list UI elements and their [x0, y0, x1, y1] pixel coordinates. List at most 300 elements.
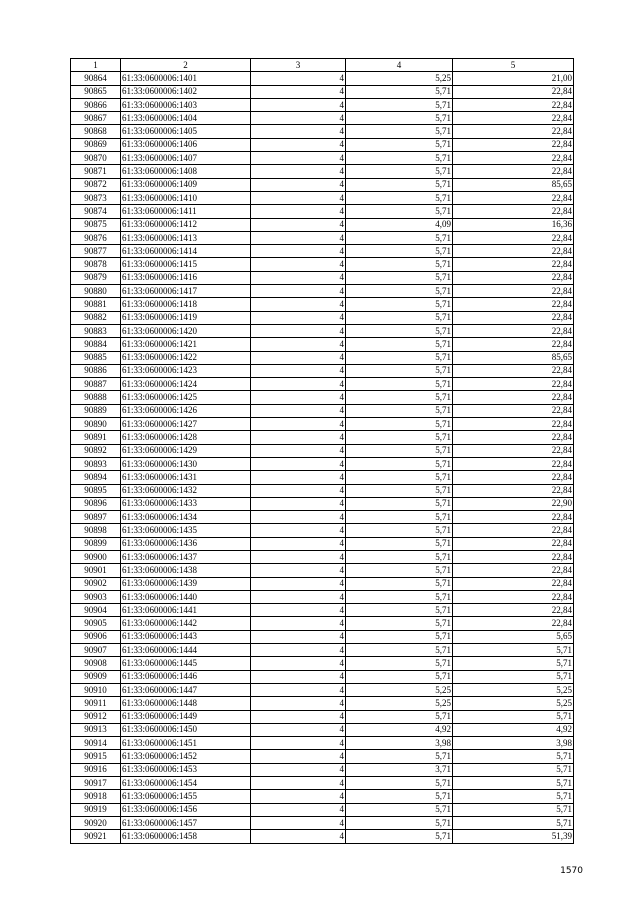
column-5-cell: 22,84: [453, 258, 574, 271]
row-number-cell: 90915: [71, 750, 121, 763]
table-row: [71, 830, 574, 843]
column-4-cell: 5,71: [346, 644, 453, 657]
table-row: [71, 537, 574, 550]
column-3-cell: 4: [251, 511, 346, 524]
row-number-cell: 90899: [71, 537, 121, 550]
table-row: [71, 98, 574, 111]
cadastral-number-cell: 61:33:0600006:1451: [121, 737, 251, 750]
column-4-cell: 5,71: [346, 391, 453, 404]
column-5-cell: 22,84: [453, 524, 574, 537]
column-4-cell: 5,71: [346, 604, 453, 617]
table-row: [71, 763, 574, 776]
column-3-cell: 4: [251, 178, 346, 191]
table-row: [71, 112, 574, 125]
cadastral-number-cell: 61:33:0600006:1458: [121, 830, 251, 843]
column-4-cell: 5,71: [346, 444, 453, 457]
table-row: [71, 816, 574, 829]
column-3-cell: 4: [251, 431, 346, 444]
table-row: [71, 511, 574, 524]
table-row: [71, 790, 574, 803]
cadastral-number-cell: 61:33:0600006:1447: [121, 683, 251, 696]
column-4-cell: 5,71: [346, 497, 453, 510]
column-4-cell: 4,92: [346, 723, 453, 736]
row-number-cell: 90893: [71, 457, 121, 470]
table-row: [71, 378, 574, 391]
table-row: [71, 152, 574, 165]
column-5-cell: 22,84: [453, 191, 574, 204]
row-number-cell: 90920: [71, 816, 121, 829]
row-number-cell: 90905: [71, 617, 121, 630]
row-number-cell: 90880: [71, 285, 121, 298]
column-3-cell: 4: [251, 497, 346, 510]
cadastral-number-cell: 61:33:0600006:1454: [121, 777, 251, 790]
column-3-cell: 4: [251, 457, 346, 470]
column-4-cell: 5,71: [346, 404, 453, 417]
row-number-cell: 90875: [71, 218, 121, 231]
table-row: [71, 191, 574, 204]
cadastral-number-cell: 61:33:0600006:1435: [121, 524, 251, 537]
cadastral-number-cell: 61:33:0600006:1440: [121, 590, 251, 603]
cadastral-number-cell: 61:33:0600006:1404: [121, 112, 251, 125]
column-3-cell: 4: [251, 72, 346, 85]
column-4-cell: 5,71: [346, 657, 453, 670]
column-3-cell: 4: [251, 657, 346, 670]
column-4-cell: 5,71: [346, 191, 453, 204]
column-5-cell: 22,84: [453, 364, 574, 377]
cadastral-number-cell: 61:33:0600006:1433: [121, 497, 251, 510]
column-3-cell: 4: [251, 338, 346, 351]
column-4-cell: 5,71: [346, 471, 453, 484]
column-5-cell: 22,84: [453, 112, 574, 125]
table-row: [71, 298, 574, 311]
table-row: [71, 231, 574, 244]
column-5-cell: 22,84: [453, 604, 574, 617]
row-number-cell: 90889: [71, 404, 121, 417]
row-number-cell: 90873: [71, 191, 121, 204]
column-3-cell: 4: [251, 98, 346, 111]
column-5-cell: 5,25: [453, 697, 574, 710]
column-4-cell: 5,71: [346, 98, 453, 111]
column-5-cell: 5,71: [453, 763, 574, 776]
column-3-cell: 4: [251, 258, 346, 271]
column-3-cell: 4: [251, 777, 346, 790]
row-number-cell: 90911: [71, 697, 121, 710]
cadastral-number-cell: 61:33:0600006:1406: [121, 138, 251, 151]
cadastral-number-cell: 61:33:0600006:1456: [121, 803, 251, 816]
column-5-cell: 22,84: [453, 165, 574, 178]
column-3-cell: 4: [251, 311, 346, 324]
column-4-cell: 5,71: [346, 378, 453, 391]
cadastral-number-cell: 61:33:0600006:1434: [121, 511, 251, 524]
column-3-cell: 4: [251, 444, 346, 457]
column-5-cell: 22,84: [453, 590, 574, 603]
column-header: 2: [121, 59, 251, 72]
column-5-cell: 22,84: [453, 418, 574, 431]
cadastral-number-cell: 61:33:0600006:1418: [121, 298, 251, 311]
cadastral-number-cell: 61:33:0600006:1405: [121, 125, 251, 138]
row-number-cell: 90879: [71, 271, 121, 284]
column-3-cell: 4: [251, 85, 346, 98]
cadastral-number-cell: 61:33:0600006:1437: [121, 550, 251, 563]
column-5-cell: 5,65: [453, 630, 574, 643]
column-4-cell: 5,71: [346, 777, 453, 790]
column-4-cell: 5,71: [346, 511, 453, 524]
column-header: 4: [346, 59, 453, 72]
column-3-cell: 4: [251, 803, 346, 816]
column-3-cell: 4: [251, 723, 346, 736]
row-number-cell: 90896: [71, 497, 121, 510]
table-row: [71, 418, 574, 431]
cadastral-number-cell: 61:33:0600006:1408: [121, 165, 251, 178]
cadastral-number-cell: 61:33:0600006:1442: [121, 617, 251, 630]
table-row: [71, 285, 574, 298]
table-row: [71, 85, 574, 98]
column-5-cell: 21,00: [453, 72, 574, 85]
column-3-cell: 4: [251, 404, 346, 417]
column-5-cell: 22,84: [453, 324, 574, 337]
column-5-cell: 5,71: [453, 657, 574, 670]
column-3-cell: 4: [251, 324, 346, 337]
column-4-cell: 5,71: [346, 231, 453, 244]
column-5-cell: 22,84: [453, 617, 574, 630]
column-4-cell: 5,71: [346, 165, 453, 178]
cadastral-number-cell: 61:33:0600006:1409: [121, 178, 251, 191]
row-number-cell: 90918: [71, 790, 121, 803]
row-number-cell: 90912: [71, 710, 121, 723]
cadastral-number-cell: 61:33:0600006:1423: [121, 364, 251, 377]
column-4-cell: 5,71: [346, 258, 453, 271]
column-5-cell: 22,84: [453, 537, 574, 550]
column-5-cell: 22,84: [453, 550, 574, 563]
column-4-cell: 5,71: [346, 351, 453, 364]
column-5-cell: 22,84: [453, 205, 574, 218]
column-4-cell: 5,71: [346, 564, 453, 577]
table-row: [71, 657, 574, 670]
row-number-cell: 90866: [71, 98, 121, 111]
column-3-cell: 4: [251, 112, 346, 125]
row-number-cell: 90874: [71, 205, 121, 218]
cadastral-number-cell: 61:33:0600006:1424: [121, 378, 251, 391]
table-body: [71, 72, 574, 843]
cadastral-number-cell: 61:33:0600006:1439: [121, 577, 251, 590]
column-3-cell: 4: [251, 205, 346, 218]
cadastral-number-cell: 61:33:0600006:1401: [121, 72, 251, 85]
column-3-cell: 4: [251, 285, 346, 298]
row-number-cell: 90885: [71, 351, 121, 364]
cadastral-number-cell: 61:33:0600006:1425: [121, 391, 251, 404]
column-4-cell: 5,71: [346, 431, 453, 444]
column-5-cell: 22,84: [453, 404, 574, 417]
column-5-cell: 22,84: [453, 444, 574, 457]
column-5-cell: 22,84: [453, 431, 574, 444]
column-4-cell: 5,71: [346, 550, 453, 563]
column-3-cell: 4: [251, 231, 346, 244]
column-3-cell: 4: [251, 590, 346, 603]
column-5-cell: 4,92: [453, 723, 574, 736]
table-row: [71, 697, 574, 710]
column-3-cell: 4: [251, 670, 346, 683]
column-3-cell: 4: [251, 271, 346, 284]
table-row: [71, 683, 574, 696]
row-number-cell: 90914: [71, 737, 121, 750]
column-4-cell: 5,71: [346, 590, 453, 603]
row-number-cell: 90904: [71, 604, 121, 617]
cadastral-number-cell: 61:33:0600006:1410: [121, 191, 251, 204]
table-row: [71, 338, 574, 351]
cadastral-number-cell: 61:33:0600006:1421: [121, 338, 251, 351]
column-4-cell: 3,98: [346, 737, 453, 750]
cadastral-number-cell: 61:33:0600006:1420: [121, 324, 251, 337]
table-row: [71, 364, 574, 377]
row-number-cell: 90906: [71, 630, 121, 643]
column-5-cell: 22,84: [453, 98, 574, 111]
column-3-cell: 4: [251, 125, 346, 138]
cadastral-number-cell: 61:33:0600006:1436: [121, 537, 251, 550]
column-5-cell: 22,84: [453, 125, 574, 138]
table-row: [71, 577, 574, 590]
column-4-cell: 5,71: [346, 271, 453, 284]
column-5-cell: 22,84: [453, 152, 574, 165]
row-number-cell: 90910: [71, 683, 121, 696]
column-4-cell: 5,71: [346, 816, 453, 829]
column-4-cell: 5,71: [346, 524, 453, 537]
row-number-cell: 90869: [71, 138, 121, 151]
row-number-cell: 90886: [71, 364, 121, 377]
column-5-cell: 22,84: [453, 471, 574, 484]
row-number-cell: 90892: [71, 444, 121, 457]
column-4-cell: 5,25: [346, 683, 453, 696]
column-3-cell: 4: [251, 471, 346, 484]
cadastral-number-cell: 61:33:0600006:1427: [121, 418, 251, 431]
column-3-cell: 4: [251, 697, 346, 710]
column-5-cell: 51,39: [453, 830, 574, 843]
row-number-cell: 90888: [71, 391, 121, 404]
row-number-cell: 90887: [71, 378, 121, 391]
column-5-cell: 22,84: [453, 311, 574, 324]
column-3-cell: 4: [251, 484, 346, 497]
row-number-cell: 90881: [71, 298, 121, 311]
row-number-cell: 90877: [71, 245, 121, 258]
cadastral-number-cell: 61:33:0600006:1426: [121, 404, 251, 417]
row-number-cell: 90884: [71, 338, 121, 351]
column-4-cell: 5,71: [346, 285, 453, 298]
column-5-cell: 22,90: [453, 497, 574, 510]
cadastral-number-cell: 61:33:0600006:1415: [121, 258, 251, 271]
column-4-cell: 5,71: [346, 750, 453, 763]
column-3-cell: 4: [251, 750, 346, 763]
data-table: [70, 58, 574, 844]
cadastral-number-cell: 61:33:0600006:1416: [121, 271, 251, 284]
column-4-cell: 5,71: [346, 324, 453, 337]
table-row: [71, 165, 574, 178]
column-5-cell: 5,71: [453, 670, 574, 683]
column-4-cell: 5,25: [346, 72, 453, 85]
row-number-cell: 90917: [71, 777, 121, 790]
row-number-cell: 90890: [71, 418, 121, 431]
cadastral-number-cell: 61:33:0600006:1455: [121, 790, 251, 803]
column-4-cell: 5,71: [346, 245, 453, 258]
column-4-cell: 5,71: [346, 205, 453, 218]
row-number-cell: 90903: [71, 590, 121, 603]
column-3-cell: 4: [251, 364, 346, 377]
column-3-cell: 4: [251, 577, 346, 590]
column-5-cell: 22,84: [453, 511, 574, 524]
table-header-row: [71, 59, 574, 72]
cadastral-number-cell: 61:33:0600006:1431: [121, 471, 251, 484]
cadastral-number-cell: 61:33:0600006:1432: [121, 484, 251, 497]
row-number-cell: 90868: [71, 125, 121, 138]
column-5-cell: 16,36: [453, 218, 574, 231]
table-row: [71, 218, 574, 231]
column-4-cell: 5,71: [346, 418, 453, 431]
row-number-cell: 90898: [71, 524, 121, 537]
column-4-cell: 5,71: [346, 178, 453, 191]
column-3-cell: 4: [251, 152, 346, 165]
cadastral-number-cell: 61:33:0600006:1450: [121, 723, 251, 736]
column-5-cell: 85,65: [453, 178, 574, 191]
row-number-cell: 90897: [71, 511, 121, 524]
row-number-cell: 90909: [71, 670, 121, 683]
column-3-cell: 4: [251, 617, 346, 630]
row-number-cell: 90902: [71, 577, 121, 590]
column-3-cell: 4: [251, 550, 346, 563]
cadastral-number-cell: 61:33:0600006:1403: [121, 98, 251, 111]
row-number-cell: 90908: [71, 657, 121, 670]
row-number-cell: 90876: [71, 231, 121, 244]
cadastral-number-cell: 61:33:0600006:1453: [121, 763, 251, 776]
column-4-cell: 5,71: [346, 790, 453, 803]
column-5-cell: 22,84: [453, 391, 574, 404]
column-3-cell: 4: [251, 378, 346, 391]
column-header: 5: [453, 59, 574, 72]
column-3-cell: 4: [251, 138, 346, 151]
row-number-cell: 90864: [71, 72, 121, 85]
column-4-cell: 5,71: [346, 112, 453, 125]
table-row: [71, 723, 574, 736]
row-number-cell: 90878: [71, 258, 121, 271]
column-4-cell: 5,71: [346, 338, 453, 351]
table-row: [71, 524, 574, 537]
table-row: [71, 644, 574, 657]
cadastral-number-cell: 61:33:0600006:1446: [121, 670, 251, 683]
column-5-cell: 22,84: [453, 245, 574, 258]
row-number-cell: 90916: [71, 763, 121, 776]
cadastral-number-cell: 61:33:0600006:1441: [121, 604, 251, 617]
cadastral-number-cell: 61:33:0600006:1443: [121, 630, 251, 643]
column-3-cell: 4: [251, 298, 346, 311]
table-row: [71, 750, 574, 763]
column-4-cell: 5,71: [346, 670, 453, 683]
table-row: [71, 484, 574, 497]
column-5-cell: 5,71: [453, 710, 574, 723]
cadastral-number-cell: 61:33:0600006:1430: [121, 457, 251, 470]
column-4-cell: 5,71: [346, 457, 453, 470]
column-4-cell: 5,71: [346, 537, 453, 550]
cadastral-number-cell: 61:33:0600006:1407: [121, 152, 251, 165]
column-5-cell: 22,84: [453, 564, 574, 577]
column-3-cell: 4: [251, 830, 346, 843]
column-4-cell: 5,71: [346, 484, 453, 497]
table-row: [71, 245, 574, 258]
column-4-cell: 5,71: [346, 85, 453, 98]
column-4-cell: 3,71: [346, 763, 453, 776]
table-row: [71, 351, 574, 364]
table-row: [71, 138, 574, 151]
column-3-cell: 4: [251, 790, 346, 803]
column-3-cell: 4: [251, 644, 346, 657]
row-number-cell: 90921: [71, 830, 121, 843]
cadastral-number-cell: 61:33:0600006:1411: [121, 205, 251, 218]
column-4-cell: 5,71: [346, 364, 453, 377]
table-row: [71, 710, 574, 723]
table-row: [71, 777, 574, 790]
column-3-cell: 4: [251, 763, 346, 776]
row-number-cell: 90867: [71, 112, 121, 125]
cadastral-number-cell: 61:33:0600006:1422: [121, 351, 251, 364]
row-number-cell: 90919: [71, 803, 121, 816]
table-row: [71, 205, 574, 218]
column-3-cell: 4: [251, 245, 346, 258]
column-3-cell: 4: [251, 218, 346, 231]
table-row: [71, 737, 574, 750]
table-row: [71, 803, 574, 816]
column-5-cell: 5,25: [453, 683, 574, 696]
column-4-cell: 5,71: [346, 710, 453, 723]
table-row: [71, 617, 574, 630]
table-row: [71, 324, 574, 337]
table-row: [71, 178, 574, 191]
table-row: [71, 457, 574, 470]
cadastral-number-cell: 61:33:0600006:1452: [121, 750, 251, 763]
column-4-cell: 5,71: [346, 803, 453, 816]
column-3-cell: 4: [251, 391, 346, 404]
cadastral-number-cell: 61:33:0600006:1413: [121, 231, 251, 244]
table-row: [71, 444, 574, 457]
table-row: [71, 590, 574, 603]
column-3-cell: 4: [251, 418, 346, 431]
table-row: [71, 564, 574, 577]
row-number-cell: 90872: [71, 178, 121, 191]
table-row: [71, 604, 574, 617]
cadastral-number-cell: 61:33:0600006:1419: [121, 311, 251, 324]
cadastral-number-cell: 61:33:0600006:1428: [121, 431, 251, 444]
column-5-cell: 22,84: [453, 457, 574, 470]
column-3-cell: 4: [251, 191, 346, 204]
column-5-cell: 85,65: [453, 351, 574, 364]
table-row: [71, 431, 574, 444]
column-4-cell: 4,09: [346, 218, 453, 231]
column-3-cell: 4: [251, 524, 346, 537]
column-3-cell: 4: [251, 351, 346, 364]
cadastral-number-cell: 61:33:0600006:1438: [121, 564, 251, 577]
column-5-cell: 3,98: [453, 737, 574, 750]
column-4-cell: 5,71: [346, 138, 453, 151]
column-4-cell: 5,25: [346, 697, 453, 710]
cadastral-number-cell: 61:33:0600006:1414: [121, 245, 251, 258]
column-5-cell: 5,71: [453, 816, 574, 829]
page-number: 1570: [560, 866, 583, 876]
column-3-cell: 4: [251, 630, 346, 643]
column-5-cell: 22,84: [453, 338, 574, 351]
cadastral-number-cell: 61:33:0600006:1412: [121, 218, 251, 231]
cadastral-number-cell: 61:33:0600006:1429: [121, 444, 251, 457]
cadastral-number-cell: 61:33:0600006:1417: [121, 285, 251, 298]
table-row: [71, 391, 574, 404]
column-5-cell: 5,71: [453, 803, 574, 816]
column-3-cell: 4: [251, 564, 346, 577]
row-number-cell: 90871: [71, 165, 121, 178]
column-3-cell: 4: [251, 165, 346, 178]
